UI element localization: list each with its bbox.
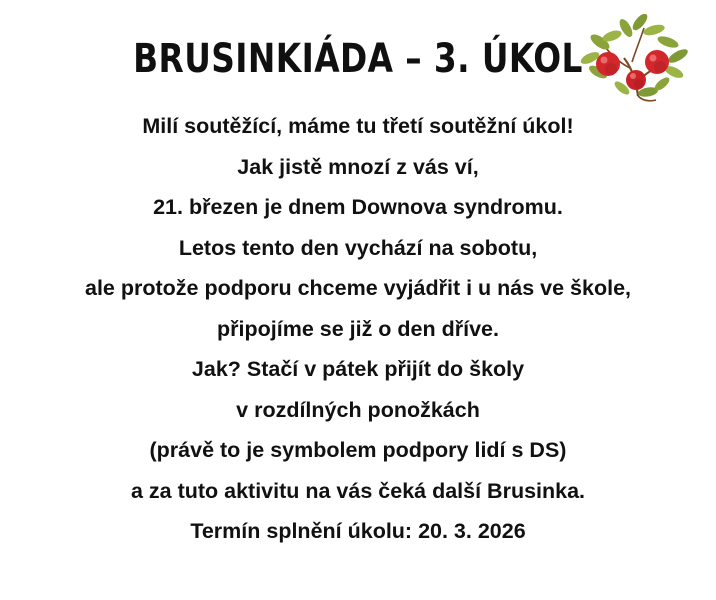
announcement-text bbox=[0, 106, 716, 552]
page-title: BRUSINKIÁDA – 3. ÚKOL bbox=[133, 36, 583, 82]
text-line: v rozdílných ponožkách bbox=[236, 397, 480, 422]
cranberry-branch-icon bbox=[578, 14, 696, 104]
deadline-line: Termín splnění úkolu: 20. 3. 2026 bbox=[190, 519, 526, 543]
text-line: a za tuto aktivitu na vás čeká další Brusinka. bbox=[130, 478, 586, 503]
text-line: (právě to je symbolem podpory lidí s DS) bbox=[149, 438, 567, 462]
text-line: Milí soutěžící, máme tu třetí soutěžní úkol! bbox=[142, 114, 574, 138]
text-line: Jak? Stačí v pátek přijít do školy bbox=[191, 357, 525, 381]
text-line: ale protože podporu chceme vyjádřit i u nás ve škole, bbox=[84, 276, 632, 300]
text-line: připojíme se již o den dříve. bbox=[217, 316, 499, 341]
text-line: 21. březen je dnem Downova syndromu. bbox=[153, 195, 563, 219]
text-line: Letos tento den vychází na sobotu, bbox=[178, 235, 538, 260]
text-line: Jak jistě mnozí z vás ví, bbox=[237, 154, 479, 179]
